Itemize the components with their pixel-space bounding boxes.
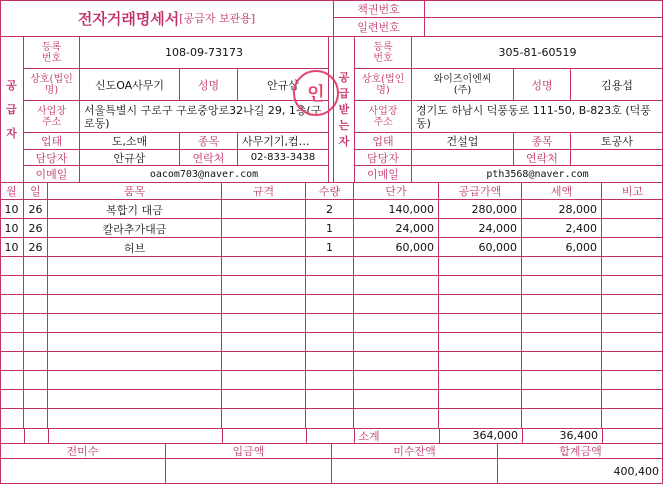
cell-tax <box>522 371 602 390</box>
table-row <box>0 219 663 238</box>
cell-qty: 1 <box>306 219 354 238</box>
cell-item <box>48 257 222 276</box>
cell-day: 26 <box>24 238 48 257</box>
cell-spec <box>222 200 306 219</box>
cell-note <box>602 295 663 314</box>
title-text: 전자거래명세서 <box>77 9 180 28</box>
cell-day: 26 <box>24 200 48 219</box>
buyer-side-label: 공 급 받 는 자 <box>333 37 355 182</box>
unpaid-label: 미수잔액 <box>332 443 498 459</box>
supplier-biz-type: 도,소매 <box>80 133 180 150</box>
cell-tax <box>522 333 602 352</box>
cell-note <box>602 257 663 276</box>
cell-supply-amount <box>439 295 522 314</box>
supplier-email: oacom703@naver.com <box>149 168 259 180</box>
copy-type: [공급자 보관용] <box>179 12 256 25</box>
cell-unit-price <box>354 390 439 409</box>
buyer-reg-label: 등록번호 <box>355 37 412 69</box>
header-month: 월 <box>0 182 24 200</box>
table-row <box>0 200 663 219</box>
cell-item <box>48 276 222 295</box>
cell-note <box>602 200 663 219</box>
cell-tax <box>522 276 602 295</box>
cell-day <box>24 314 48 333</box>
document-title <box>0 0 333 36</box>
cell-spec <box>222 295 306 314</box>
serial-no-label: 일련번호 <box>333 18 425 36</box>
header-day: 일 <box>24 182 48 200</box>
buyer-biz-item-label: 종목 <box>514 133 571 150</box>
cell-month <box>0 390 24 409</box>
cell-unit-price: 140,000 <box>354 200 439 219</box>
supplier-name: 안규삼 <box>238 69 328 101</box>
cell-day <box>24 257 48 276</box>
supplier-email-label: 이메일 <box>24 166 80 182</box>
cell-supply-amount <box>439 352 522 371</box>
cell-qty <box>306 409 354 428</box>
cell-tax <box>522 409 602 428</box>
cell-item <box>48 409 222 428</box>
buyer-biz-type: 건설업 <box>412 133 514 150</box>
supplier-biz-item-label: 종목 <box>180 133 238 150</box>
cell-qty <box>306 371 354 390</box>
cell-day <box>24 276 48 295</box>
cell-month <box>0 352 24 371</box>
buyer-company: 와이즈이엔씨(주) <box>412 69 514 101</box>
cell-item <box>48 390 222 409</box>
cell-note <box>602 371 663 390</box>
supplier-contact-label: 담당자 <box>24 150 80 166</box>
cell-spec <box>222 314 306 333</box>
supplier-company: 신도OA사무기 <box>80 69 180 101</box>
table-row <box>0 409 663 428</box>
header-qty: 수량 <box>306 182 354 200</box>
buyer-contact-label: 담당자 <box>355 150 412 166</box>
cell-unit-price <box>354 295 439 314</box>
buyer-email: pth3568@naver.com <box>486 168 589 180</box>
cell-note <box>602 219 663 238</box>
cell-unit-price <box>354 352 439 371</box>
cell-item: 복합기 대금 <box>48 200 222 219</box>
cell-item <box>48 295 222 314</box>
cell-supply-amount: 280,000 <box>439 200 522 219</box>
buyer-name-label: 성명 <box>514 69 571 101</box>
supplier-name-label: 성명 <box>180 69 238 101</box>
cell-spec <box>222 238 306 257</box>
supplier-reg-label: 등록번호 <box>24 37 80 69</box>
supplier-side-label: 공 급 자 <box>0 37 24 182</box>
cell-supply-amount: 24,000 <box>439 219 522 238</box>
cell-unit-price: 24,000 <box>354 219 439 238</box>
header-supply-amount: 공급가액 <box>439 182 522 200</box>
received-value <box>166 459 332 484</box>
supplier-reg-no: 108-09-73173 <box>80 37 328 69</box>
subtotal-label: 소계 <box>358 429 380 443</box>
cell-supply-amount <box>439 333 522 352</box>
cell-note <box>602 352 663 371</box>
table-row <box>0 371 663 390</box>
buyer-address: 경기도 하남시 덕풍동로 111-50, B-823호 (덕풍동) <box>412 101 663 133</box>
cell-supply-amount <box>439 314 522 333</box>
cell-tax <box>522 295 602 314</box>
items-header-row <box>0 182 663 200</box>
buyer-name: 김용섭 <box>571 69 663 101</box>
cell-item <box>48 352 222 371</box>
table-row <box>0 295 663 314</box>
table-row <box>0 314 663 333</box>
cell-note <box>602 276 663 295</box>
cell-unit-price: 60,000 <box>354 238 439 257</box>
cell-spec <box>222 257 306 276</box>
cell-day <box>24 333 48 352</box>
cell-month <box>0 276 24 295</box>
cell-day: 26 <box>24 219 48 238</box>
buyer-phone-label: 연락처 <box>514 150 571 166</box>
supplier-address-label: 사업장주소 <box>24 101 80 133</box>
cell-qty: 2 <box>306 200 354 219</box>
cell-month: 10 <box>0 200 24 219</box>
supplier-phone: 02-833-3438 <box>238 150 328 166</box>
supplier-address: 서울특별시 구로구 구로중앙로32나길 29, 1층(구로동) <box>80 101 328 133</box>
cell-spec <box>222 390 306 409</box>
items-table <box>0 200 663 428</box>
supplier-phone-label: 연락처 <box>180 150 238 166</box>
cell-spec <box>222 333 306 352</box>
total-label: 합계금액 <box>498 443 663 459</box>
cell-supply-amount: 60,000 <box>439 238 522 257</box>
cell-tax: 2,400 <box>522 219 602 238</box>
cell-item: 허브 <box>48 238 222 257</box>
cell-supply-amount <box>439 276 522 295</box>
table-row <box>0 276 663 295</box>
cell-unit-price <box>354 409 439 428</box>
table-row <box>0 238 663 257</box>
header-note: 비고 <box>621 185 644 198</box>
cell-tax <box>522 257 602 276</box>
cell-month <box>0 333 24 352</box>
cell-spec <box>222 409 306 428</box>
buyer-contact <box>412 150 514 166</box>
cell-qty <box>306 295 354 314</box>
cell-supply-amount <box>439 409 522 428</box>
cell-tax <box>522 390 602 409</box>
cell-tax: 6,000 <box>522 238 602 257</box>
cell-day <box>24 295 48 314</box>
supplier-biz-type-label: 업태 <box>24 133 80 150</box>
buyer-email-label: 이메일 <box>355 166 412 182</box>
cell-item <box>48 333 222 352</box>
cell-unit-price <box>354 276 439 295</box>
cell-tax: 28,000 <box>522 200 602 219</box>
header-item: 품목 <box>48 182 222 200</box>
cell-qty <box>306 352 354 371</box>
cell-spec <box>222 219 306 238</box>
buyer-company-label: 상호(법인명) <box>355 69 412 101</box>
cell-item: 칼라추가대금 <box>48 219 222 238</box>
cell-note <box>602 238 663 257</box>
header-spec: 규격 <box>222 182 306 200</box>
cell-spec <box>222 371 306 390</box>
cell-supply-amount <box>439 257 522 276</box>
stamp-text: 인 <box>307 84 325 105</box>
cell-qty: 1 <box>306 238 354 257</box>
header-tax: 세액 <box>522 182 602 200</box>
prev-balance-value <box>0 459 166 484</box>
cell-month: 10 <box>0 238 24 257</box>
cell-item <box>48 314 222 333</box>
unpaid-value <box>332 459 498 484</box>
cell-month <box>0 295 24 314</box>
cell-spec <box>222 352 306 371</box>
cell-unit-price <box>354 257 439 276</box>
cell-note <box>602 314 663 333</box>
cell-day <box>24 409 48 428</box>
prev-balance-label: 전미수 <box>0 443 166 459</box>
cell-tax <box>522 352 602 371</box>
cell-qty <box>306 390 354 409</box>
total-value: 400,400 <box>613 465 659 478</box>
table-row <box>0 352 663 371</box>
cell-qty <box>306 276 354 295</box>
buyer-reg-no: 305-81-60519 <box>412 37 663 69</box>
cell-spec <box>222 276 306 295</box>
book-no-label: 책권번호 <box>333 0 425 18</box>
cell-month <box>0 371 24 390</box>
cell-day <box>24 390 48 409</box>
cell-item <box>48 371 222 390</box>
supplier-contact: 안규삼 <box>80 150 180 166</box>
cell-qty <box>306 333 354 352</box>
cell-tax <box>522 314 602 333</box>
table-row <box>0 257 663 276</box>
buyer-biz-type-label: 업태 <box>355 133 412 150</box>
cell-month <box>0 257 24 276</box>
subtotal-tax: 36,400 <box>559 429 598 442</box>
cell-month <box>0 409 24 428</box>
buyer-biz-item: 토공사 <box>571 133 663 150</box>
buyer-address-label: 사업장주소 <box>355 101 412 133</box>
cell-month <box>0 314 24 333</box>
cell-note <box>602 390 663 409</box>
cell-unit-price <box>354 371 439 390</box>
cell-day <box>24 371 48 390</box>
buyer-phone <box>571 150 663 166</box>
cell-note <box>602 333 663 352</box>
supplier-biz-item: 사무기기,컴… <box>238 133 328 150</box>
table-row <box>0 333 663 352</box>
table-row <box>0 390 663 409</box>
cell-unit-price <box>354 333 439 352</box>
header-unit-price: 단가 <box>354 182 439 200</box>
cell-supply-amount <box>439 371 522 390</box>
cell-month: 10 <box>0 219 24 238</box>
received-label: 입금액 <box>166 443 332 459</box>
cell-supply-amount <box>439 390 522 409</box>
cell-qty <box>306 257 354 276</box>
cell-unit-price <box>354 314 439 333</box>
cell-day <box>24 352 48 371</box>
supplier-company-label: 상호(법인명) <box>24 69 80 101</box>
subtotal-supply-amount: 364,000 <box>472 429 518 442</box>
cell-note <box>602 409 663 428</box>
cell-qty <box>306 314 354 333</box>
